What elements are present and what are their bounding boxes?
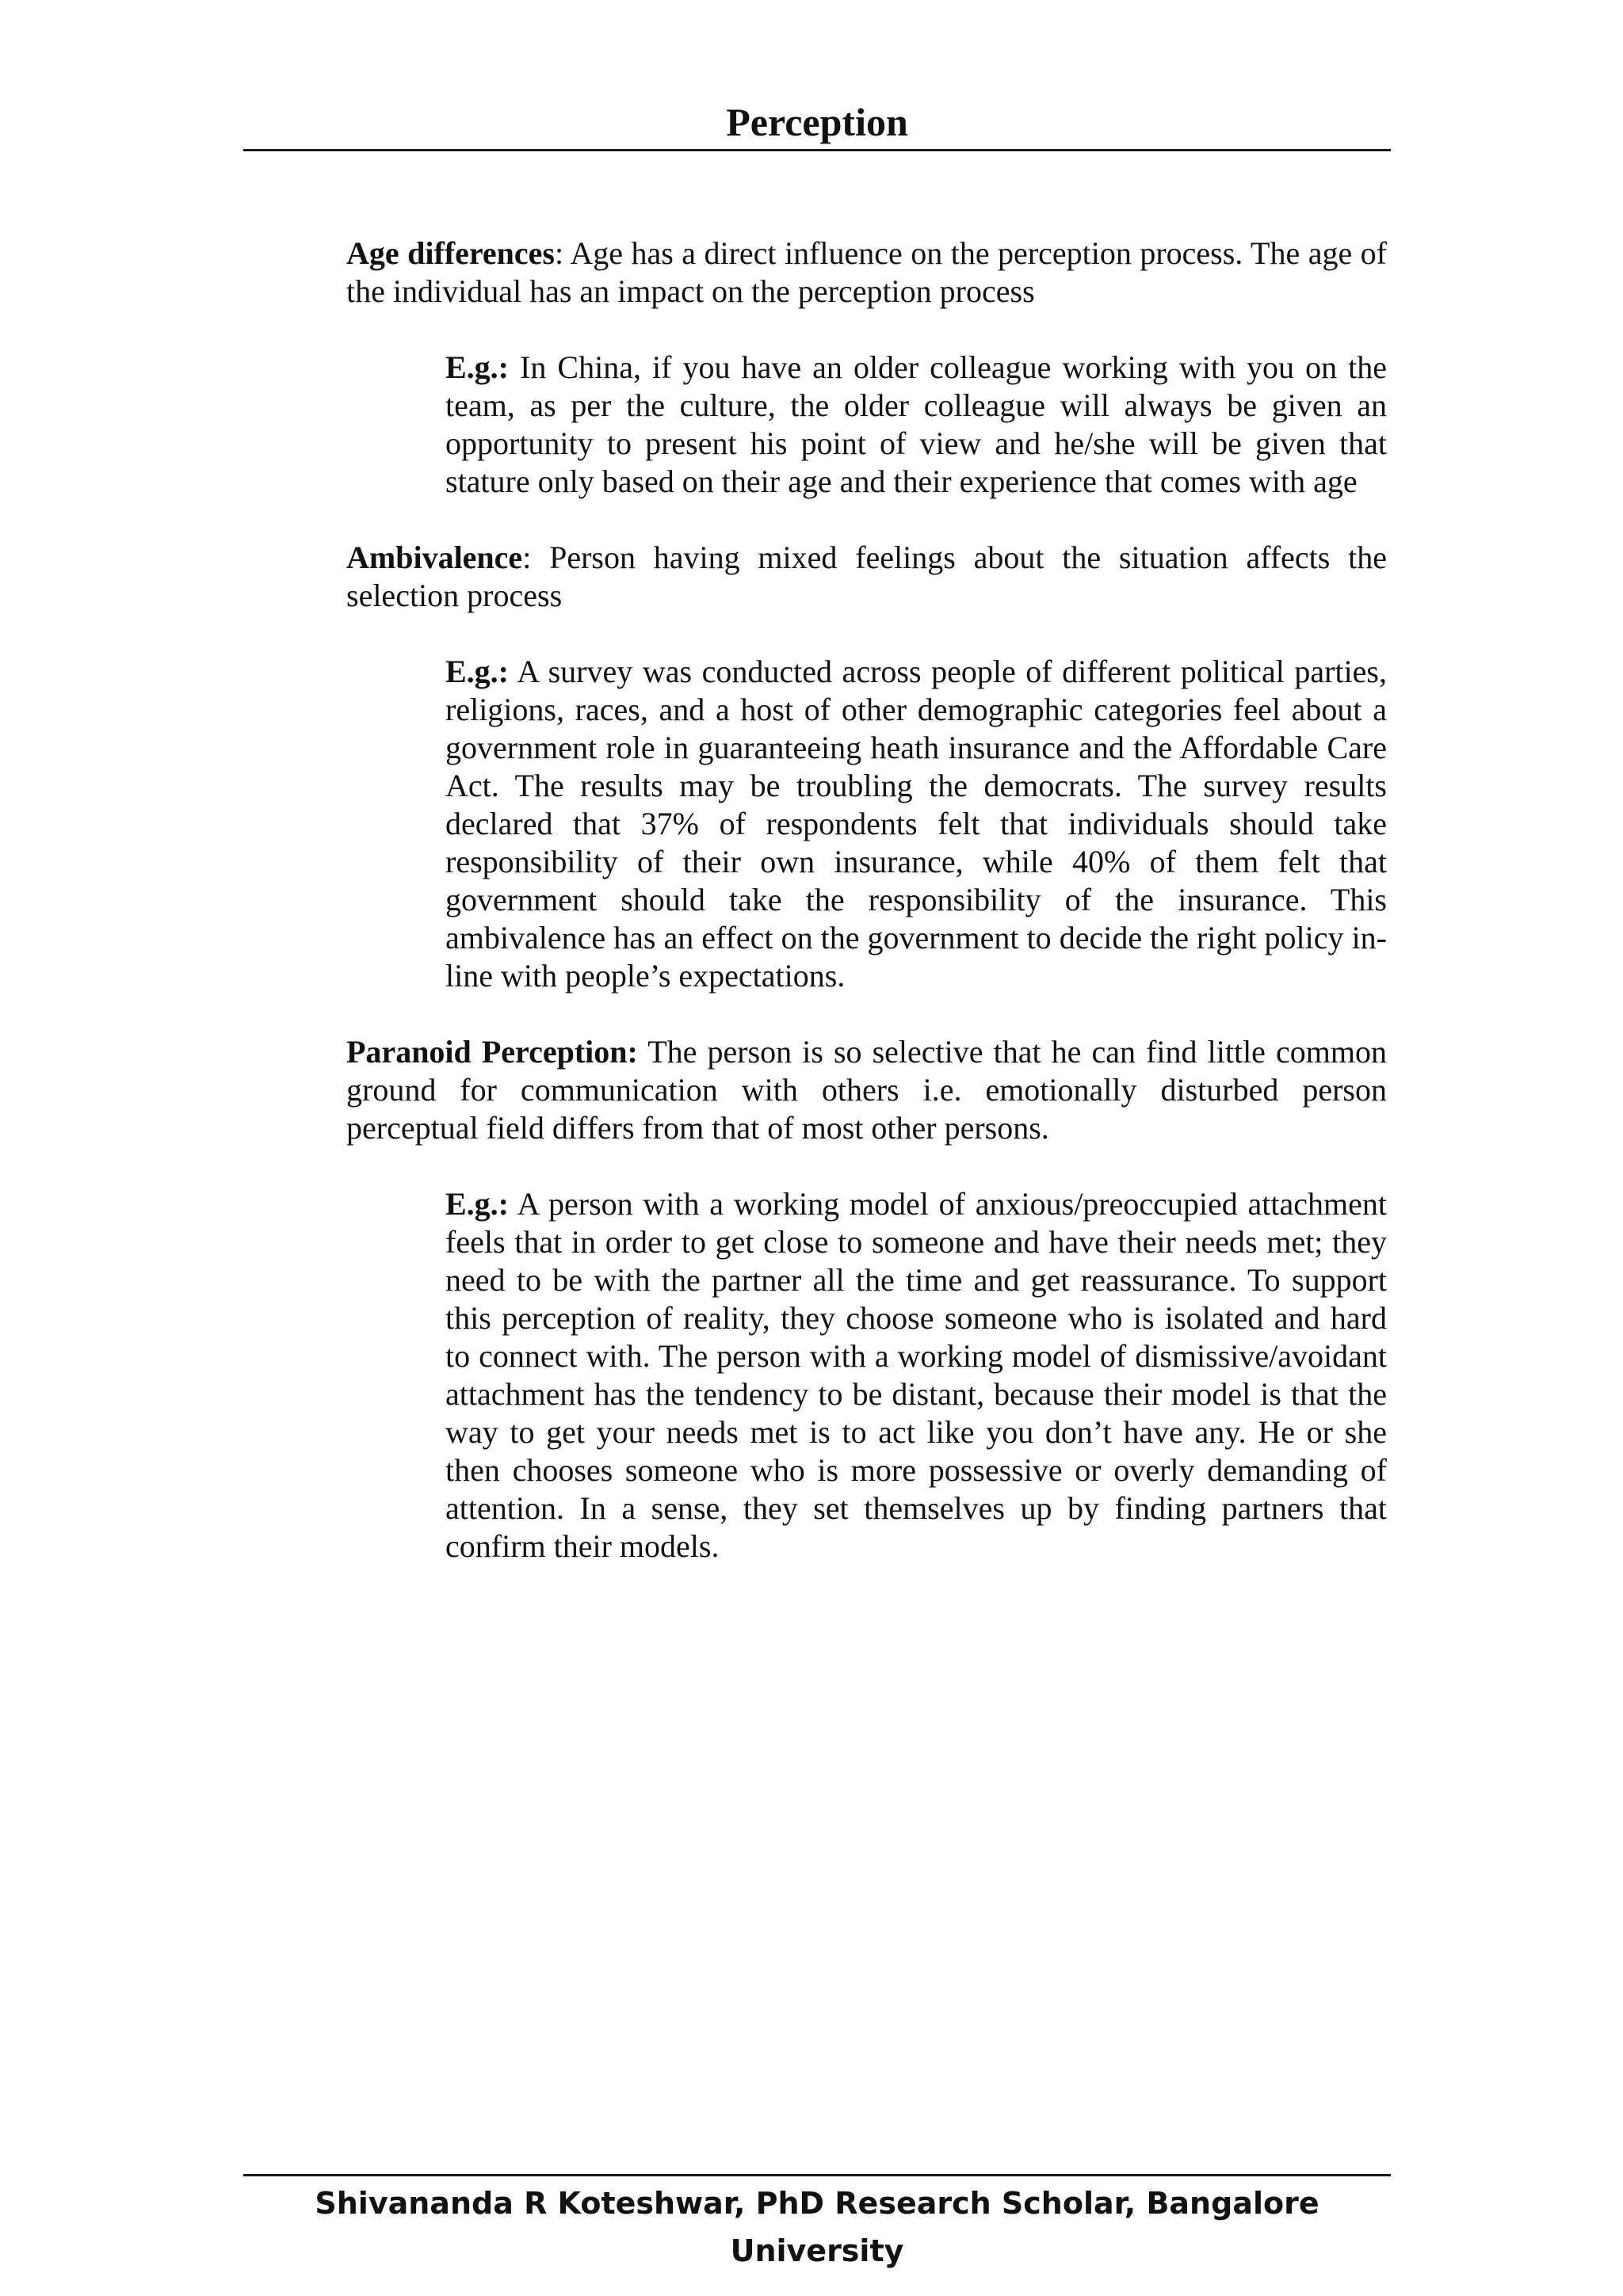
example-text: In China, if you have an older colleague working with you on the team, as per the culture, the older colleague will always be given an opportunity to present his point of view and he/she will be given that stature only based on their age and their experience that comes with age: [445, 349, 1387, 499]
section-age-differences: [346, 235, 1387, 501]
footer-author-line: Shivananda R Koteshwar, PhD Research Scholar, Bangalore University: [315, 2186, 1319, 2268]
section-ambivalence: [346, 539, 1387, 995]
term-separator: :: [554, 235, 571, 271]
term-name: Age differences: [346, 235, 555, 271]
term-definition: Person having mixed feelings about the situation affects the selection process: [346, 540, 1387, 613]
term-separator: [638, 1034, 647, 1070]
example-paragraph: [445, 653, 1387, 995]
term-definition: The person is so selective that he can find little common ground for communication with others i.e. emotionally disturbed person perceptual field differs from that of most other persons.: [346, 1034, 1387, 1146]
page-header: [243, 95, 1391, 151]
section-paranoid-perception: [346, 1033, 1387, 1566]
example-paragraph: [445, 349, 1387, 501]
page-footer: [243, 2174, 1391, 2275]
term-name: Ambivalence: [346, 540, 523, 575]
page-content: [346, 235, 1387, 1604]
example-text: A person with a working model of anxious/preoccupied attachment feels that in order to get close to someone and have their needs met; they need to be with the partner all the time and get reassurance. To support this perception of reality, they choose someone who is isolated and hard to connect with. The person with a working model of dismissive/avoidant attachment has the tendency to be distant, because their model is that the way to get your needs met is to act like you don’t have any. He or she then chooses someone who is more possessive or overly demanding of attention. In a sense, they set themselves up by finding partners that confirm their models.: [445, 1186, 1387, 1564]
term-paragraph: [346, 235, 1387, 311]
term-paragraph: [346, 1033, 1387, 1147]
term-separator: :: [522, 540, 550, 575]
example-paragraph: [445, 1185, 1387, 1566]
example-label: E.g.:: [445, 349, 509, 385]
example-label: E.g.:: [445, 1186, 509, 1222]
page-title: Perception: [726, 100, 908, 144]
example-text: A survey was conducted across people of different political parties, religions, races, and a host of other demographic categories feel about a government role in guaranteeing heath insurance and the Affordable Care Act. The results may be troubling the democrats. The survey results declared that 37% of respondents felt that individuals should take responsibility of their own insurance, while 40% of them felt that government should take the responsibility of the insurance. This ambivalence has an effect on the government to decide the right policy in-line with people’s expectations.: [445, 654, 1387, 994]
term-name: Paranoid Perception:: [346, 1034, 638, 1070]
term-paragraph: [346, 539, 1387, 615]
example-label: E.g.:: [445, 654, 509, 689]
term-definition: Age has a direct influence on the perception process. The age of the individual has an impact on the perception process: [346, 235, 1387, 309]
